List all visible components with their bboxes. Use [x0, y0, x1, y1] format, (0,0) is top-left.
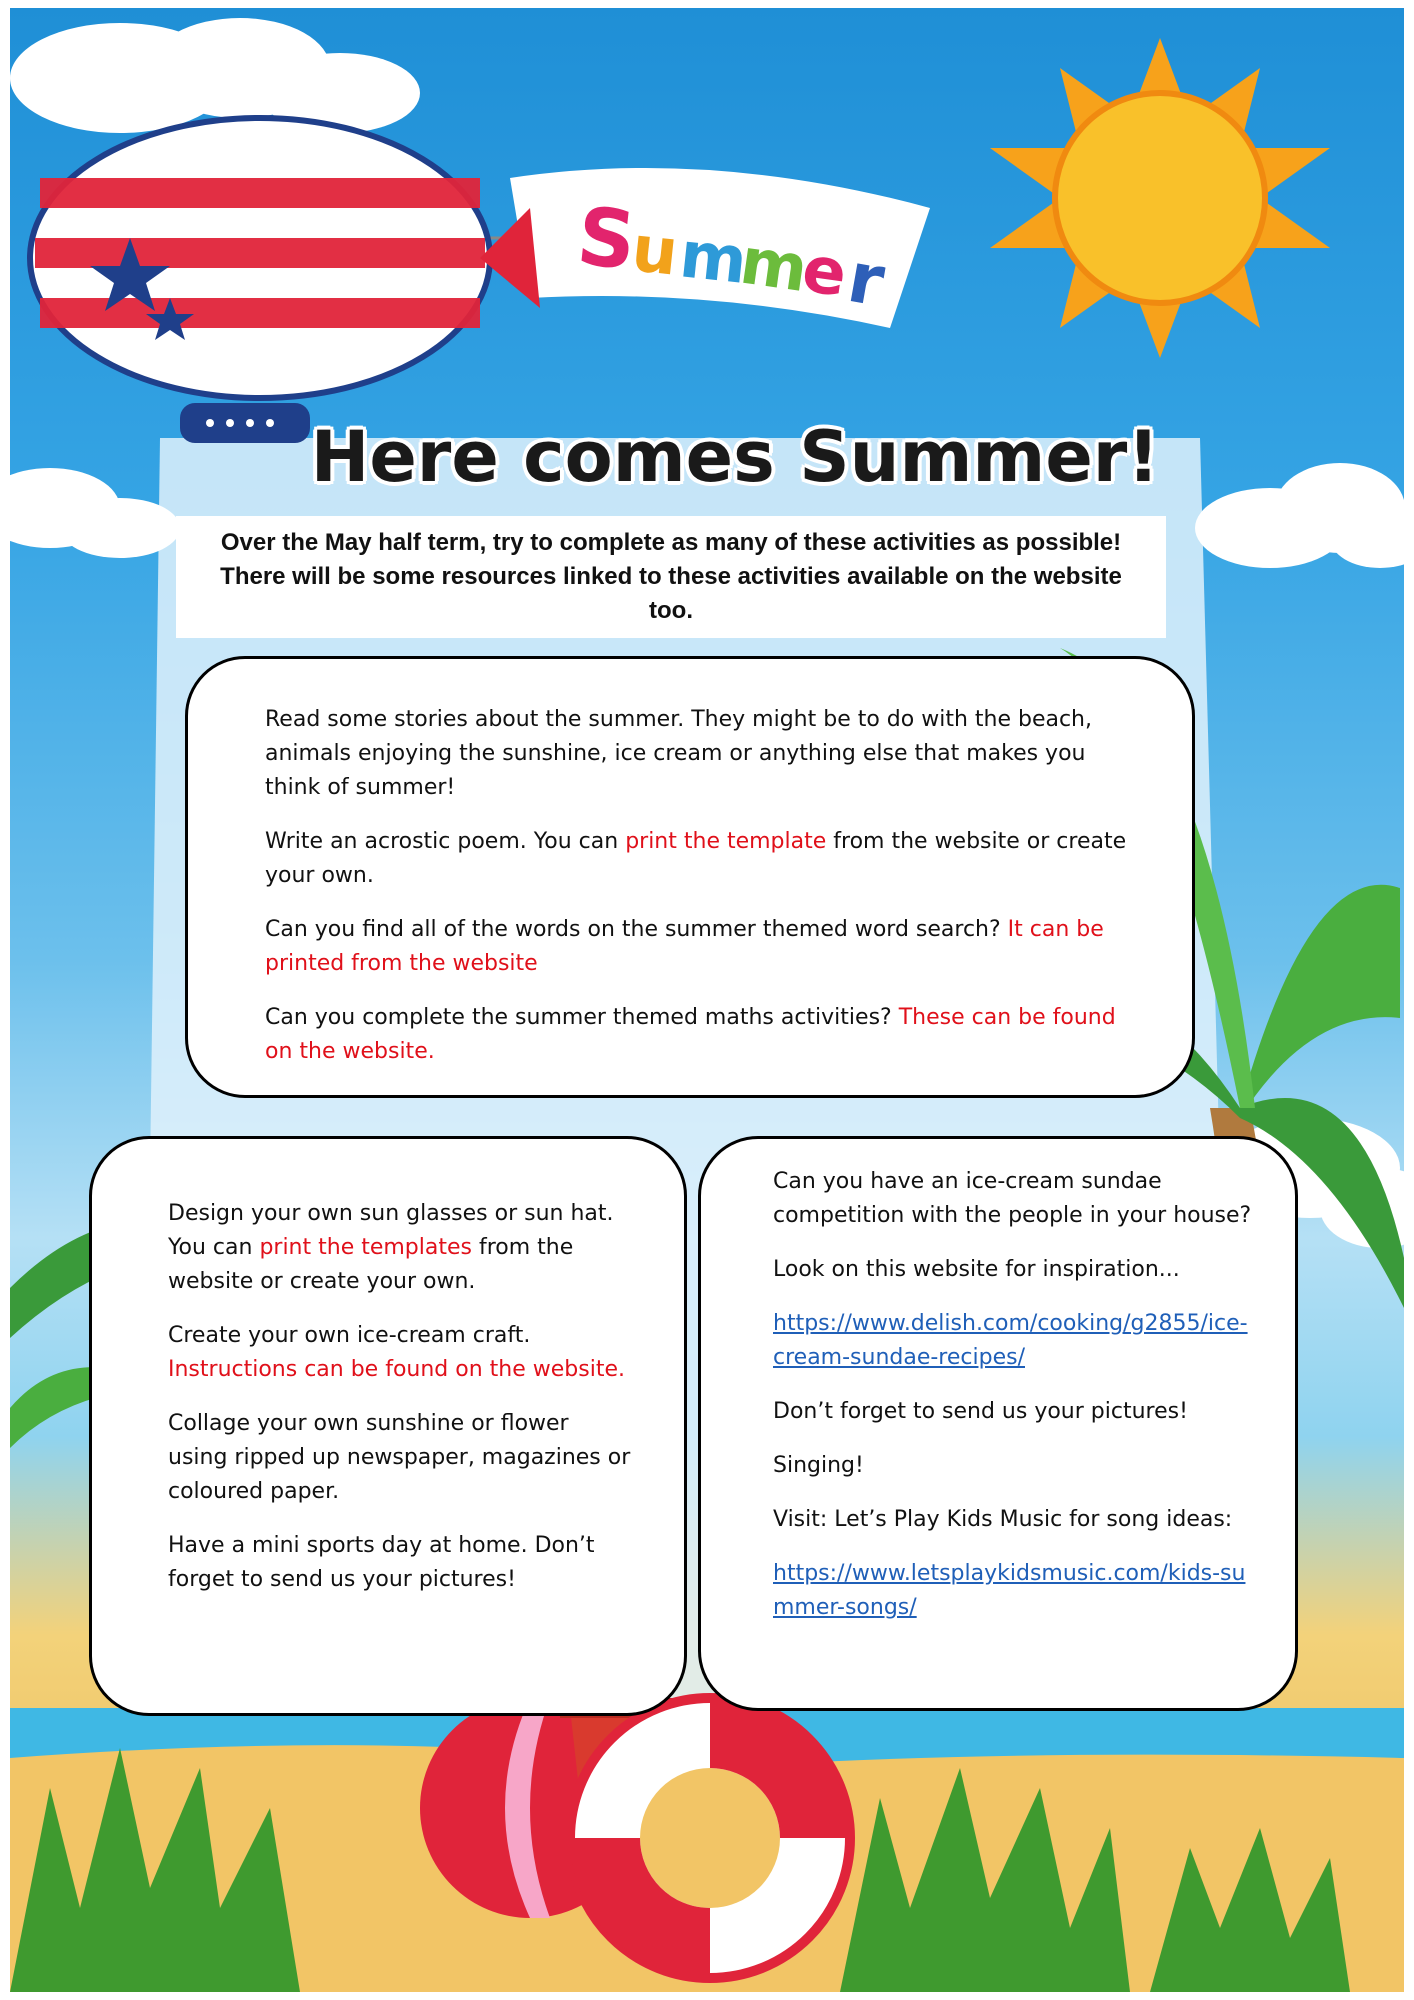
- activities-card-left: [89, 1136, 687, 1716]
- activity-sports-day: Have a mini sports day at home. Don’t forget to send us your pictures!: [168, 1533, 595, 1592]
- activity-craft-text: Create your own ice-cream craft.: [168, 1323, 531, 1348]
- activity-maths: [265, 1001, 1132, 1069]
- send-pictures-text: Don’t forget to send us your pictures!: [773, 1399, 1188, 1424]
- activity-word-search-text: Can you find all of the words on the summer themed word search?: [265, 917, 1008, 942]
- activity-sunglasses-text-end: from the website or create your own.: [168, 1235, 574, 1294]
- print-template-link[interactable]: print the template: [625, 829, 827, 854]
- cloud-icon: [10, 468, 180, 558]
- intro-line-1: Over the May half term, try to complete as many of these activities as possible!: [220, 529, 1122, 556]
- activity-sunglasses-text: Design your own sun glasses or sun hat. You can: [168, 1201, 614, 1260]
- activity-stories: Read some stories about the summer. They might be to do with the beach, animals enjoying the sunshine, ice cream or anything else that makes you think of summer!: [265, 707, 1092, 800]
- activity-maths-text: Can you complete the summer themed maths activities?: [265, 1005, 899, 1030]
- cloud-icon: [10, 18, 420, 133]
- svg-text:r: r: [842, 235, 891, 323]
- craft-instructions-link[interactable]: Instructions can be found on the website.: [168, 1357, 625, 1382]
- visit-text: Visit: Let’s Play Kids Music for song ideas:: [773, 1507, 1233, 1532]
- delish-link-line: [773, 1307, 1255, 1375]
- activity-sundae: Can you have an ice-cream sundae competition with the people in your house?: [773, 1169, 1252, 1228]
- singing-text: Singing!: [773, 1453, 864, 1478]
- word-search-link[interactable]: It can be printed from the website: [265, 917, 1104, 976]
- blimp-icon: [30, 118, 540, 443]
- inspiration-text: Look on this website for inspiration...: [773, 1257, 1180, 1282]
- activity-word-search: [265, 913, 1132, 981]
- sun-icon: [990, 38, 1330, 358]
- svg-text:m: m: [735, 224, 813, 308]
- svg-text:e: e: [797, 232, 852, 312]
- lifebuoy-icon: [570, 1698, 850, 1978]
- activity-acrostic-text: Write an acrostic poem. You can: [265, 829, 626, 854]
- svg-text:m: m: [676, 218, 751, 299]
- activity-sunglasses: [168, 1197, 634, 1299]
- intro-line-2: There will be some resources linked to these activities available on the website too.: [220, 563, 1122, 624]
- activity-acrostic-text-end: from the website or create your own.: [265, 829, 1127, 888]
- intro-box: [176, 516, 1166, 638]
- activities-card-right: [698, 1136, 1298, 1711]
- activity-collage: Collage your own sunshine or flower using ripped up newspaper, magazines or coloured paper.: [168, 1411, 631, 1504]
- kids-music-link-line: [773, 1557, 1255, 1625]
- activity-ice-cream-craft: [168, 1319, 634, 1387]
- print-templates-link[interactable]: print the templates: [259, 1235, 472, 1260]
- svg-text:u: u: [628, 212, 682, 291]
- maths-link[interactable]: These can be found on the website.: [265, 1005, 1116, 1064]
- poster: [10, 8, 1404, 1992]
- activity-acrostic: [265, 825, 1132, 893]
- kids-music-link[interactable]: https://www.letsplaykidsmusic.com/kids-summer-songs/: [773, 1561, 1246, 1620]
- delish-link[interactable]: https://www.delish.com/cooking/g2855/ice-cream-sundae-recipes/: [773, 1311, 1248, 1370]
- page-title: Here comes Summer!: [310, 416, 1160, 498]
- svg-text:S: S: [573, 189, 641, 288]
- activities-card-top: [185, 656, 1195, 1098]
